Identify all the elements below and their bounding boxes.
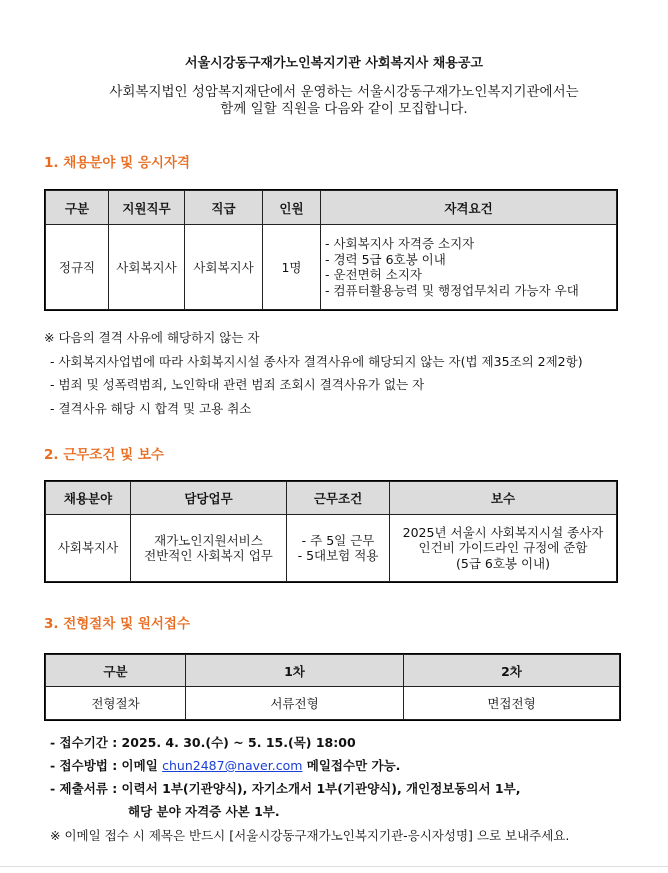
note-line: ※ 다음의 결격 사유에 해당하지 않는 자 <box>44 330 260 345</box>
method-prefix: 이메일 <box>121 758 163 773</box>
cell-rank: 사회복지사 <box>185 225 263 310</box>
table-header-row <box>46 482 617 515</box>
header-conditions: 근무조건 <box>287 482 390 515</box>
cell-conditions <box>287 515 390 582</box>
cell-type: 정규직 <box>46 225 109 310</box>
recruitment-table <box>45 190 617 310</box>
docs-line-1: 이력서 1부(기관양식), 자기소개서 1부(기관양식), 개인정보동의서 1부, <box>121 781 521 796</box>
section-1-heading: 1. 채용분야 및 응시자격 <box>44 155 190 171</box>
header-pay: 보수 <box>390 482 617 515</box>
page-title: 서울시강동구재가노인복지기관 사회복지사 채용공고 <box>185 56 483 71</box>
section-3-heading: 3. 전형절차 및 원서접수 <box>44 616 190 632</box>
condition-line: - 주 5일 근무 <box>301 532 375 548</box>
header-duty: 담당업무 <box>131 482 287 515</box>
cell-qualifications <box>321 225 617 310</box>
header-rank: 직급 <box>185 191 263 225</box>
method-suffix: 메일접수만 가능. <box>302 758 401 773</box>
cell-round-1: 서류전형 <box>186 687 404 720</box>
cell-job: 사회복지사 <box>109 225 185 310</box>
period-value: 2025. 4. 30.(수) ~ 5. 15.(목) 18:00 <box>121 735 356 750</box>
section-2-heading: 2. 근무조건 및 보수 <box>44 447 164 463</box>
table-row <box>46 225 617 310</box>
cell-round-2: 면접전형 <box>404 687 620 720</box>
required-documents <box>50 779 520 797</box>
header-type: 구분 <box>46 191 109 225</box>
note-line: - 결격사유 해당 시 합격 및 고용 취소 <box>50 401 252 416</box>
qualification-item: - 컴퓨터활용능력 및 행정업무처리 가능자 우대 <box>325 282 579 298</box>
table-header-row <box>46 655 620 687</box>
cell-process: 전형절차 <box>46 687 186 720</box>
header-round-1: 1차 <box>186 655 404 687</box>
table-row <box>46 515 617 582</box>
qualification-item: - 운전면허 소지자 <box>325 267 422 282</box>
email-link[interactable]: chun2487@naver.com <box>162 758 303 773</box>
cell-count: 1명 <box>263 225 321 310</box>
email-subject-note: ※ 이메일 접수 시 제목은 반드시 [서울시강동구재가노인복지기관-응시자성명] 으로 보내주세요. <box>50 828 570 843</box>
intro-paragraph <box>0 84 668 118</box>
header-field: 채용분야 <box>46 482 131 515</box>
header-category: 구분 <box>46 655 186 687</box>
duty-line: 전반적인 사회복지 업무 <box>144 548 273 563</box>
condition-line: - 5대보험 적용 <box>297 548 379 563</box>
cell-pay <box>390 515 617 582</box>
intro-line-1: 사회복지법인 성암복지재단에서 운영하는 서울시강동구재가노인복지기관에서는 <box>109 84 579 100</box>
intro-line-2: 함께 일할 직원을 다음와 같이 모집합니다. <box>220 101 468 117</box>
note-line: - 범죄 및 성폭력범죄, 노인학대 관련 범죄 조회시 결격사유가 없는 자 <box>50 377 425 392</box>
selection-process-table <box>45 654 620 720</box>
conditions-table <box>45 481 617 582</box>
method-label: - 접수방법 : <box>50 758 122 773</box>
application-period <box>50 733 356 751</box>
page-bottom-divider <box>0 866 668 867</box>
qualification-item: - 사회복지사 자격증 소지자 <box>325 236 475 251</box>
duty-line: 재가노인지원서비스 <box>154 532 263 548</box>
qualification-item: - 경력 5급 6호봉 이내 <box>325 251 446 267</box>
application-method <box>50 756 400 774</box>
pay-line: 2025년 서울시 사회복지시설 종사자 <box>402 524 604 540</box>
header-count: 인원 <box>263 191 321 225</box>
docs-line-2: 해당 분야 자격증 사본 1부. <box>128 804 280 819</box>
header-round-2: 2차 <box>404 655 620 687</box>
cell-duty <box>131 515 287 582</box>
table-header-row <box>46 191 617 225</box>
pay-line: (5급 6호봉 이내) <box>456 555 550 571</box>
docs-label: - 제출서류 : <box>50 781 122 796</box>
header-job: 지원직무 <box>109 191 185 225</box>
header-qualifications: 자격요건 <box>321 191 617 225</box>
table-row <box>46 687 620 720</box>
period-label: - 접수기간 : <box>50 735 122 750</box>
note-line: - 사회복지사업법에 따라 사회복지시설 종사자 결격사유에 해당되지 않는 자(법 제35조의 2제2항) <box>50 354 583 369</box>
pay-line: 인건비 가이드라인 규정에 준함 <box>418 540 588 556</box>
cell-field: 사회복지사 <box>46 515 131 582</box>
